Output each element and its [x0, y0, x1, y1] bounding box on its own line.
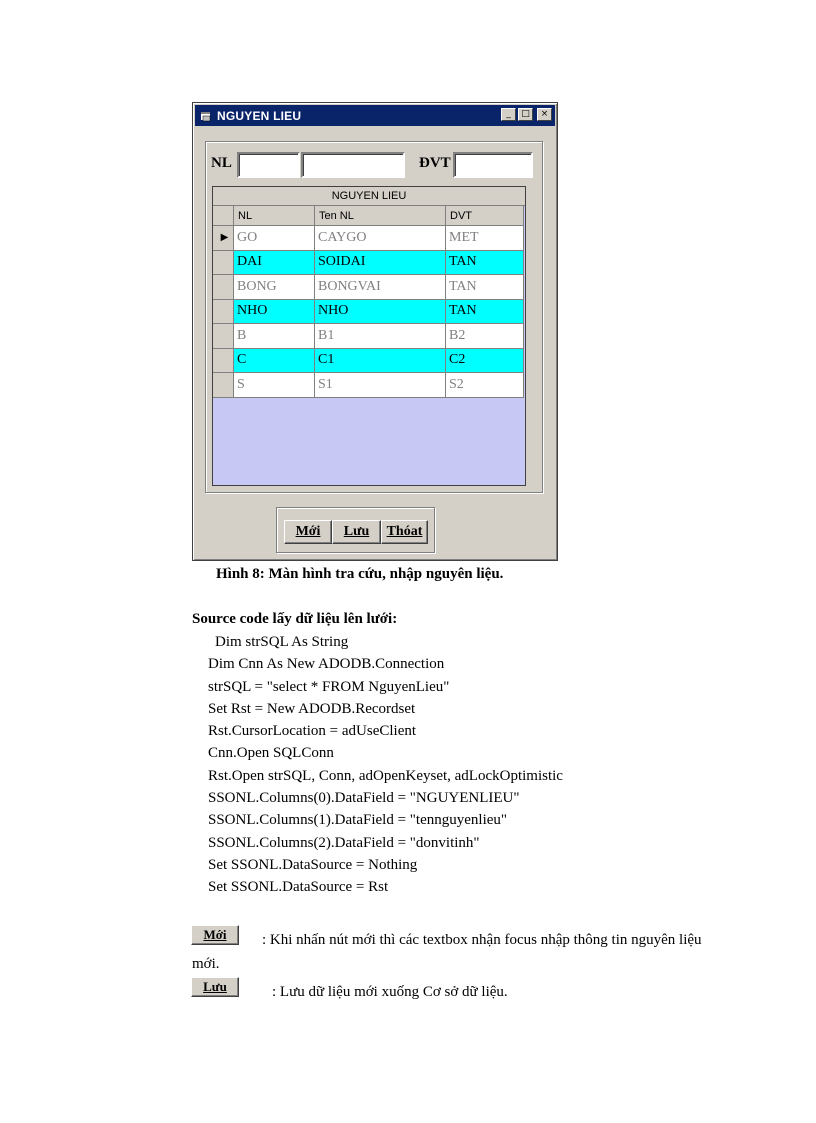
cell-ten-nl[interactable]: C1 — [315, 349, 446, 373]
close-button[interactable] — [537, 108, 552, 121]
cell-dvt[interactable]: C2 — [446, 349, 524, 373]
cell-nl[interactable]: BONG — [234, 275, 315, 299]
code-block — [208, 631, 563, 899]
column-header-nl[interactable]: NL — [234, 206, 315, 225]
cell-dvt[interactable]: TAN — [446, 251, 524, 275]
nl-code-input[interactable] — [237, 152, 300, 178]
cell-nl[interactable]: B — [234, 324, 315, 348]
code-line: Set SSONL.DataSource = Rst — [208, 879, 389, 896]
table-row[interactable] — [213, 300, 524, 325]
cell-nl[interactable]: C — [234, 349, 315, 373]
cell-nl[interactable]: S — [234, 373, 315, 397]
nl-label: NL — [211, 155, 232, 171]
column-header-dvt[interactable]: DVT — [446, 206, 524, 225]
minimize-icon: _ — [506, 109, 511, 119]
window-title: NGUYEN LIEU — [217, 108, 302, 123]
table-row[interactable] — [213, 373, 524, 398]
code-line: Rst.Open strSQL, Conn, adOpenKeyset, adLockOptimistic — [208, 767, 563, 784]
moi-button-illustration: Mới — [191, 925, 239, 945]
current-row-arrow-icon: ▶ — [220, 232, 229, 244]
record-selector[interactable] — [213, 300, 234, 324]
record-selector[interactable] — [213, 275, 234, 299]
cell-ten-nl[interactable]: B1 — [315, 324, 446, 348]
code-line: SSONL.Columns(2).DataField = "donvitinh" — [208, 834, 480, 851]
close-icon: × — [540, 109, 549, 119]
maximize-icon: □ — [521, 109, 530, 119]
record-selector-header — [213, 206, 234, 225]
table-row[interactable] — [213, 251, 524, 276]
moi-description: : Khi nhấn nút mới thì các textbox nhận focus nhập thông tin nguyên liệu — [262, 932, 702, 948]
dvt-input[interactable] — [453, 152, 533, 178]
table-row[interactable] — [213, 226, 524, 251]
luu-description: : Lưu dữ liệu mới xuống Cơ sở dữ liệu. — [272, 984, 508, 1000]
column-header-ten-nl[interactable]: Ten NL — [315, 206, 446, 225]
table-row[interactable] — [213, 275, 524, 300]
maximize-button[interactable] — [518, 108, 533, 121]
cell-nl[interactable]: DAI — [234, 251, 315, 275]
cell-dvt[interactable]: MET — [446, 226, 524, 250]
code-line: Set Rst = New ADODB.Recordset — [208, 700, 416, 717]
code-line: SSONL.Columns(0).DataField = "NGUYENLIEU" — [208, 790, 520, 807]
code-line: Rst.CursorLocation = adUseClient — [208, 723, 417, 740]
dvt-label: ĐVT — [419, 155, 451, 171]
grid-caption: NGUYEN LIEU — [213, 187, 525, 206]
thoat-button[interactable]: Thóat — [381, 520, 428, 544]
cell-ten-nl[interactable]: NHO — [315, 300, 446, 324]
record-selector[interactable] — [213, 349, 234, 373]
cell-ten-nl[interactable]: BONGVAI — [315, 275, 446, 299]
moi-button[interactable]: Mới — [284, 520, 332, 544]
record-selector[interactable] — [213, 324, 234, 348]
nguyen-lieu-grid[interactable] — [212, 186, 526, 486]
record-selector[interactable] — [213, 373, 234, 397]
title-bar[interactable] — [195, 105, 555, 126]
app-icon — [200, 110, 212, 122]
code-line: strSQL = "select * FROM NguyenLieu" — [208, 678, 450, 695]
table-row[interactable] — [213, 349, 524, 374]
nguyen-lieu-window — [192, 102, 558, 561]
figure-caption: Hình 8: Màn hình tra cứu, nhập nguyên liệu. — [216, 566, 504, 582]
cell-ten-nl[interactable]: CAYGO — [315, 226, 446, 250]
code-line: Dim Cnn As New ADODB.Connection — [208, 656, 445, 673]
luu-button[interactable]: Lưu — [332, 520, 381, 544]
luu-button-illustration: Lưu — [191, 977, 239, 997]
minimize-button[interactable] — [501, 108, 516, 121]
cell-dvt[interactable]: S2 — [446, 373, 524, 397]
moi-description-continued: mới. — [192, 956, 220, 972]
table-row[interactable] — [213, 324, 524, 349]
code-line: Set SSONL.DataSource = Nothing — [208, 856, 418, 873]
cell-nl[interactable]: GO — [234, 226, 315, 250]
record-selector[interactable] — [213, 251, 234, 275]
code-heading: Source code lấy dữ liệu lên lưới: — [192, 611, 398, 627]
cell-dvt[interactable]: B2 — [446, 324, 524, 348]
grid-header-row — [213, 206, 524, 226]
cell-nl[interactable]: NHO — [234, 300, 315, 324]
nl-name-input[interactable] — [301, 152, 405, 178]
cell-ten-nl[interactable]: SOIDAI — [315, 251, 446, 275]
code-line: Cnn.Open SQLConn — [208, 745, 334, 762]
cell-ten-nl[interactable]: S1 — [315, 373, 446, 397]
code-line: Dim strSQL As String — [215, 634, 349, 650]
button-frame — [276, 507, 435, 553]
record-selector[interactable] — [213, 226, 234, 250]
code-line: SSONL.Columns(1).DataField = "tennguyenlieu" — [208, 812, 508, 829]
cell-dvt[interactable]: TAN — [446, 300, 524, 324]
cell-dvt[interactable]: TAN — [446, 275, 524, 299]
grid-body — [213, 226, 524, 398]
